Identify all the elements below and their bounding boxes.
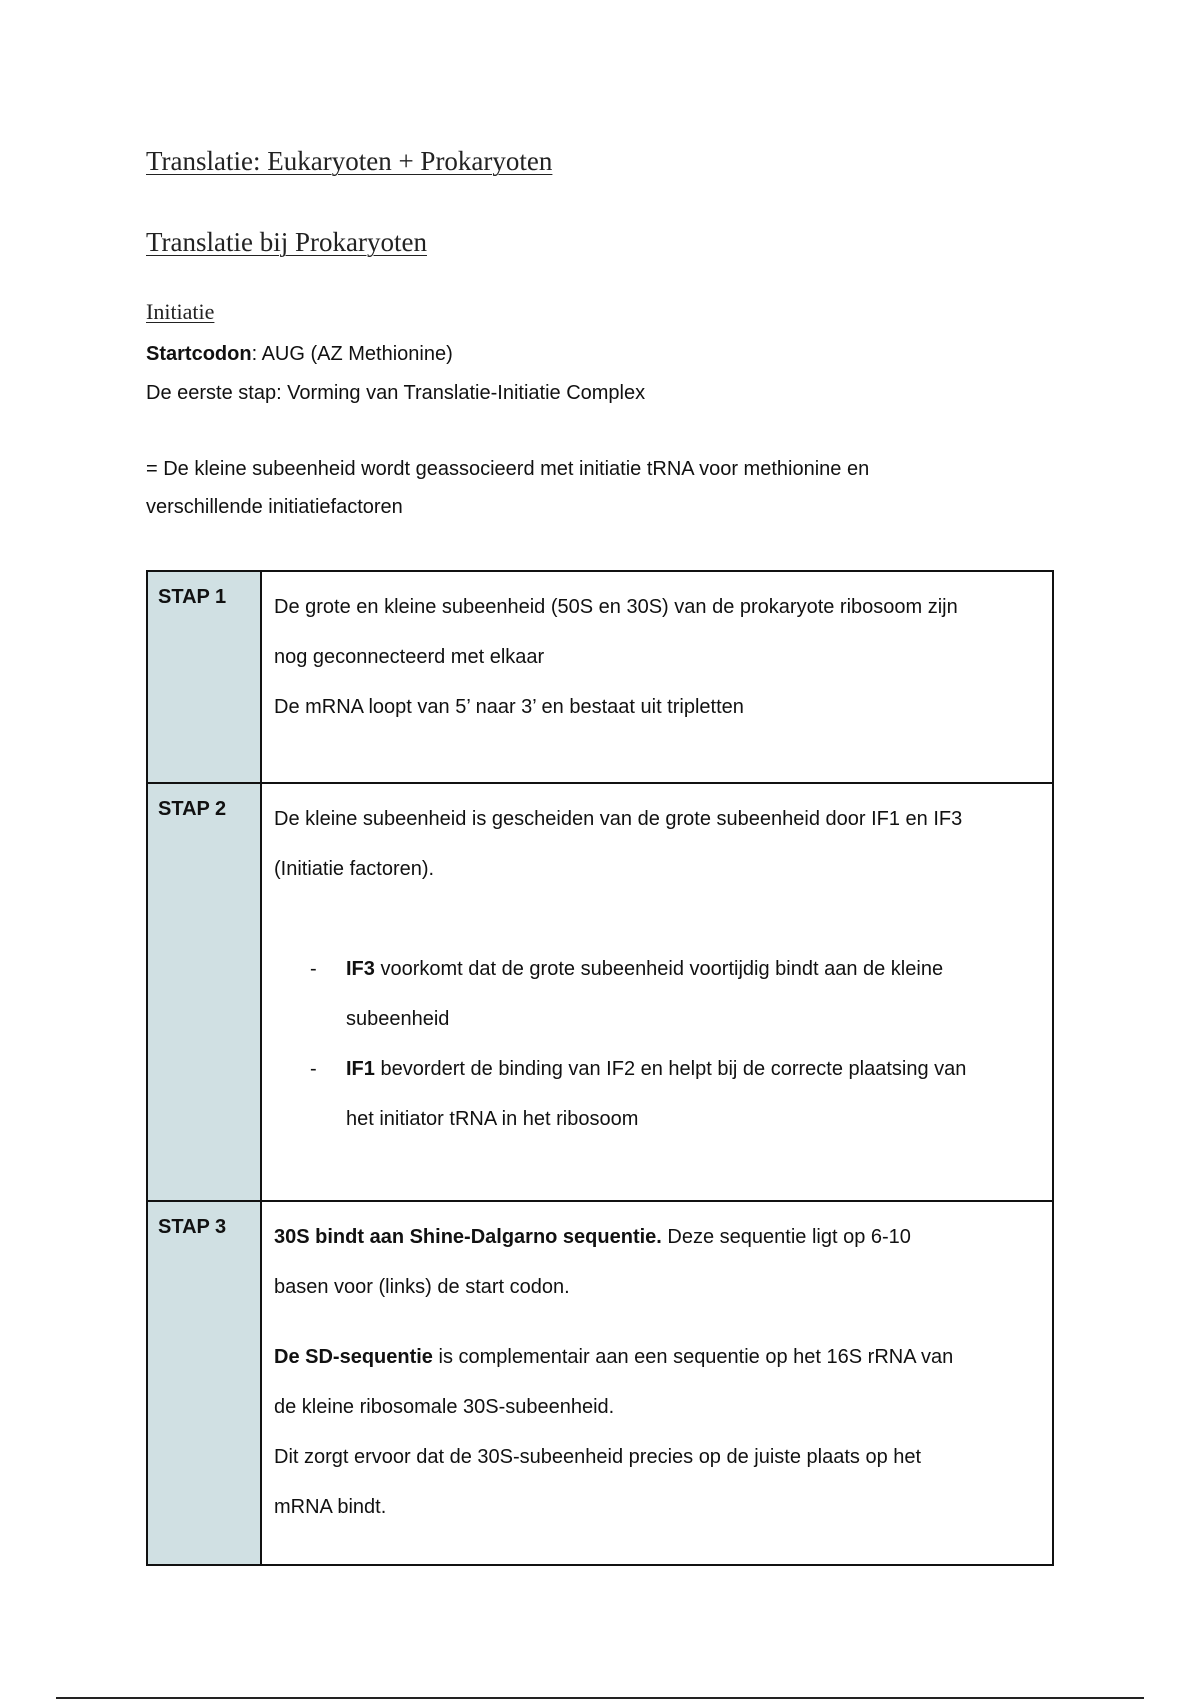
step-text: is complementair aan een sequentie op het 16S rRNA van <box>432 1346 954 1368</box>
step-text-line <box>274 1212 1040 1262</box>
bullet-text-continued: het initiator tRNA in het ribosoom <box>346 1108 639 1130</box>
step-text-line: De grote en kleine subeenheid (50S en 30S) van de prokaryote ribosoom zijn <box>274 596 958 618</box>
step-bold-text: De SD-sequentie <box>274 1346 433 1368</box>
step-text-line: mRNA bindt. <box>274 1496 387 1518</box>
step-text-line: de kleine ribosomale 30S-subeenheid. <box>274 1396 615 1418</box>
table-row <box>147 1201 1053 1565</box>
step-content <box>261 783 1053 1201</box>
list-item <box>274 1044 1040 1144</box>
spacer <box>274 894 1040 944</box>
step-text-line: De kleine subeenheid is gescheiden van de grote subeenheid door IF1 en IF3 <box>274 808 963 830</box>
step-label: STAP 1 <box>147 571 261 783</box>
spacer <box>274 1312 1040 1332</box>
summary-line-continued: verschillende initiatiefactoren <box>146 496 403 518</box>
table-row <box>147 571 1053 783</box>
subsection-title: Initiatie <box>146 299 215 324</box>
list-item <box>274 944 1040 1044</box>
bullet-dash: - <box>310 958 317 980</box>
first-step-line: De eerste stap: Vorming van Translatie-Initiatie Complex <box>146 382 646 404</box>
step-text-line <box>274 1332 1040 1382</box>
step-content <box>261 1201 1053 1565</box>
startcodon-label: Startcodon <box>146 343 252 365</box>
section-title: Translatie bij Prokaryoten <box>146 227 427 257</box>
step-text-line: De mRNA loopt van 5’ naar 3’ en bestaat uit tripletten <box>274 696 744 718</box>
step-label: STAP 2 <box>147 783 261 1201</box>
document-title: Translatie: Eukaryoten + Prokaryoten <box>146 146 553 176</box>
startcodon-value: : AUG (AZ Methionine) <box>251 343 453 365</box>
step-content <box>261 571 1053 783</box>
footer-divider <box>56 1697 1144 1699</box>
step-text-line: nog geconnecteerd met elkaar <box>274 646 545 668</box>
step-label: STAP 3 <box>147 1201 261 1565</box>
startcodon-line <box>146 342 453 366</box>
bullet-term: IF1 <box>346 1058 375 1080</box>
bullet-text-continued: subeenheid <box>346 1008 450 1030</box>
table-row <box>147 783 1053 1201</box>
summary-line: = De kleine subeenheid wordt geassocieerd met initiatie tRNA voor methionine en <box>146 458 870 480</box>
bullet-text: bevordert de binding van IF2 en helpt bij de correcte plaatsing van <box>374 1058 967 1080</box>
step-text: Deze sequentie ligt op 6-10 <box>661 1226 911 1248</box>
bullet-term: IF3 <box>346 958 375 980</box>
bullet-text: voorkomt dat de grote subeenheid voortijdig bindt aan de kleine <box>374 958 944 980</box>
step-bold-text: 30S bindt aan Shine-Dalgarno sequentie. <box>274 1226 662 1248</box>
bullet-dash: - <box>310 1058 317 1080</box>
step-text-line: (Initiatie factoren). <box>274 858 435 880</box>
steps-table <box>146 570 1054 1566</box>
step-text-line: Dit zorgt ervoor dat de 30S-subeenheid precies op de juiste plaats op het <box>274 1446 922 1468</box>
step-text-line: basen voor (links) de start codon. <box>274 1276 570 1298</box>
